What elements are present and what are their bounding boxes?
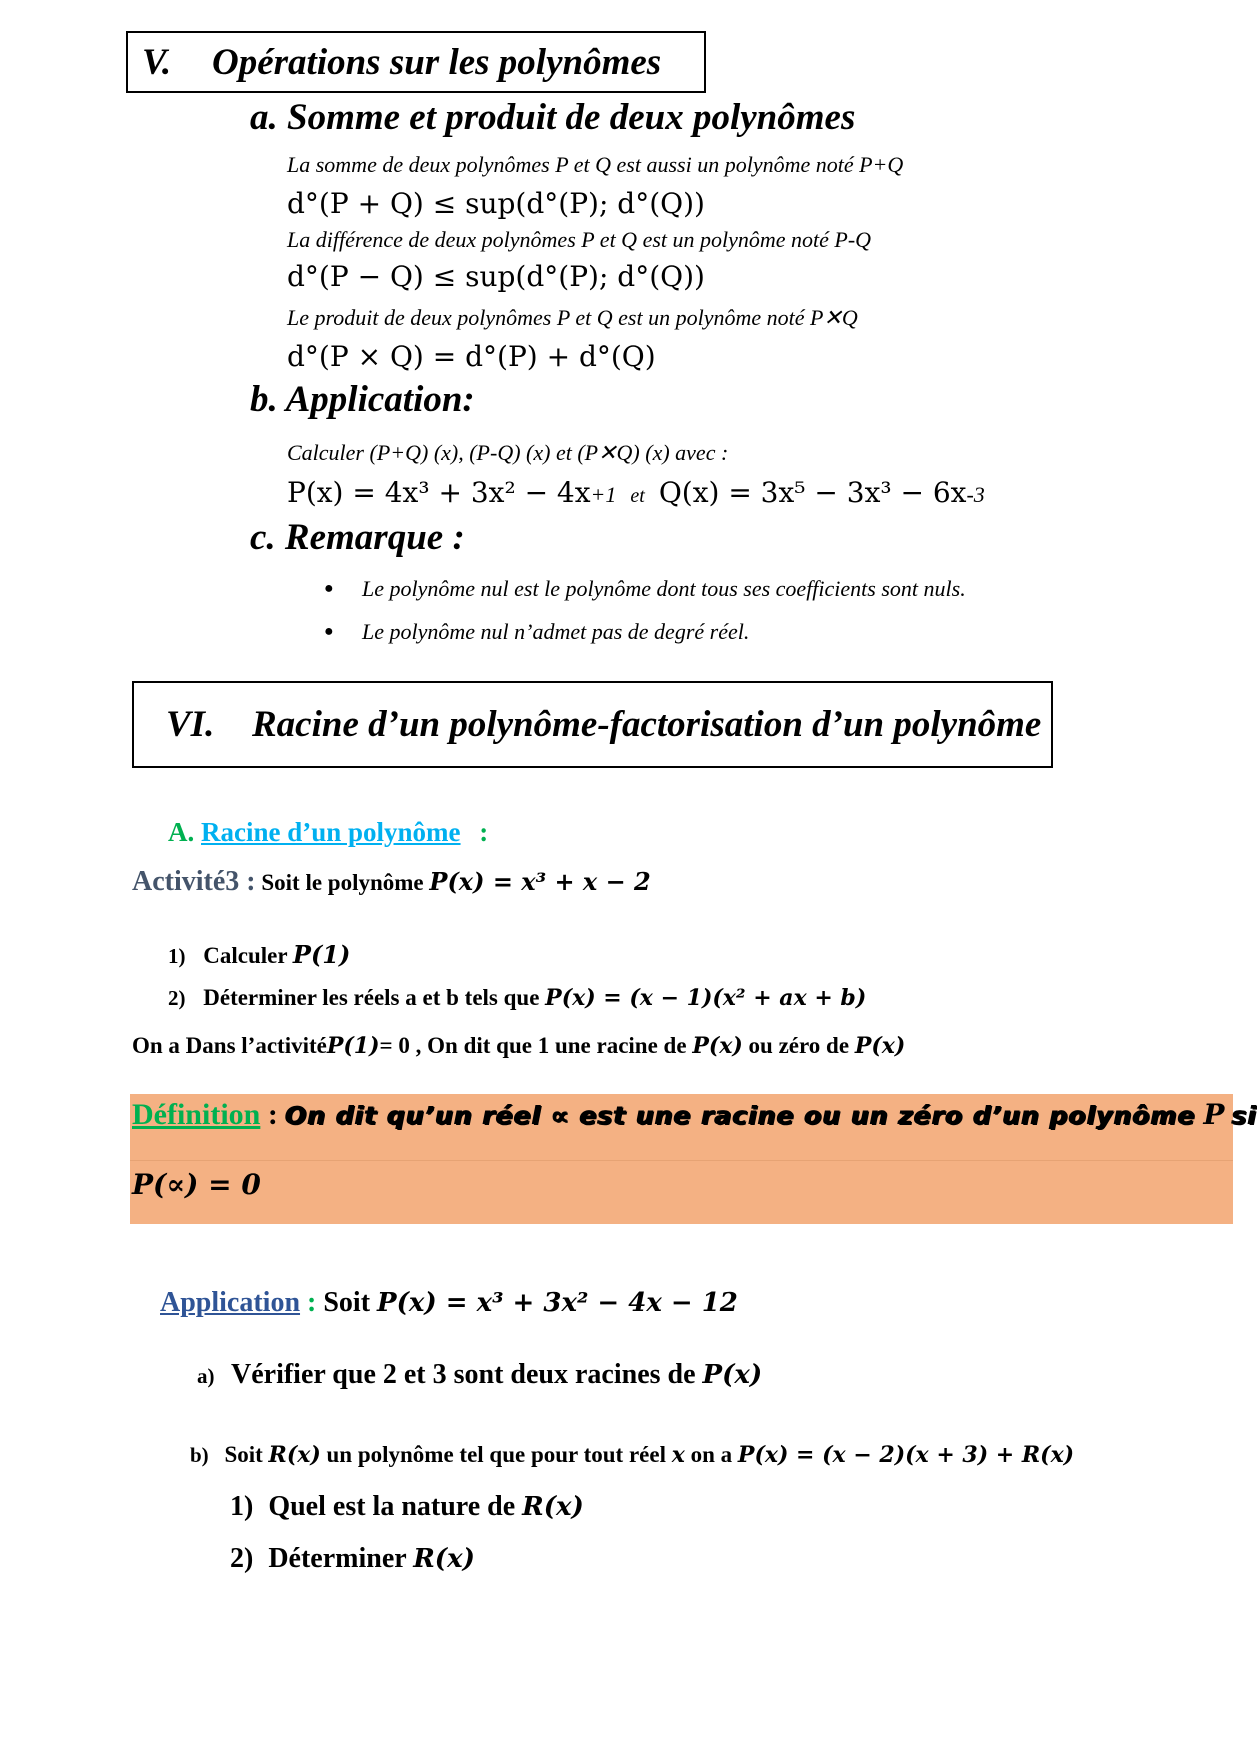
definition-block: [130, 1094, 1257, 1224]
section-v-header: [126, 31, 706, 93]
application-question-1: [230, 1491, 584, 1523]
definition-divider: [130, 1160, 1233, 1161]
subsection-A-heading: [168, 817, 488, 848]
application-item-b: [190, 1442, 1074, 1468]
definition-si: si: [1231, 1101, 1257, 1130]
polynomial-p: P(x) = 4x³ + 3x² − 4x: [287, 476, 591, 509]
application-text: Soit: [323, 1287, 371, 1318]
application-colon: :: [307, 1287, 317, 1318]
question-number: 1): [168, 944, 186, 968]
polynomial-p-tail: +1: [590, 482, 617, 507]
difference-formula: d°(P − Q) ≤ sup(d°(P); d°(Q)): [287, 260, 705, 293]
application-polynomials: [287, 476, 985, 509]
question-text: Déterminer: [268, 1543, 407, 1574]
section-v-number: V.: [142, 42, 172, 83]
application-item-a: [197, 1359, 762, 1391]
item-formula: P(x) = (x − 2)(x + 3) + R(x): [737, 1442, 1075, 1468]
section-vi-title: Racine d’un polynôme-factorisation d’un polynôme: [252, 704, 1042, 745]
question-text: Déterminer les réels a et b tels que: [203, 985, 540, 1010]
definition-label[interactable]: Définition: [132, 1098, 261, 1131]
item-text: Soit: [224, 1442, 263, 1467]
question-number: 2): [230, 1543, 254, 1574]
application-instruction: Calculer (P+Q) (x), (P-Q) (x) et (P✕Q) (x) avec :: [287, 440, 729, 465]
subsection-A-letter: A.: [168, 817, 195, 847]
application-label[interactable]: Application: [160, 1287, 301, 1318]
definition-line-1: [132, 1098, 1257, 1132]
conclusion-text: = 0 , On dit que 1 une racine de: [379, 1033, 687, 1058]
question-formula: P(1): [292, 940, 351, 969]
sum-formula: d°(P + Q) ≤ sup(d°(P); d°(Q)): [287, 187, 705, 220]
conclusion-formula: P(1): [326, 1033, 380, 1059]
subsection-b-title: b. Application:: [250, 379, 475, 420]
item-formula: P(x): [702, 1360, 763, 1390]
application-formula: P(x) = x³ + 3x² − 4x − 12: [377, 1288, 738, 1318]
difference-text: La différence de deux polynômes P et Q est un polynôme noté P-Q: [287, 227, 872, 252]
activite-line: [132, 866, 651, 898]
and-word: et: [630, 485, 645, 507]
activite-conclusion: [132, 1033, 905, 1059]
definition-p: P: [1203, 1098, 1225, 1131]
polynomial-q-tail: -3: [966, 482, 985, 507]
section-v-title: Opérations sur les polynômes: [212, 42, 662, 83]
activite-label: Activité3 :: [132, 866, 256, 897]
section-vi-header: [132, 681, 1053, 768]
activite-question-2: [168, 985, 866, 1011]
question-text: Calculer: [203, 943, 288, 968]
definition-text: On dit qu’un réel ∝ est une racine ou un zéro d’un polynôme: [285, 1101, 1196, 1130]
question-text: Quel est la nature de: [268, 1491, 516, 1522]
conclusion-text: On a Dans l’activité: [132, 1033, 327, 1058]
application-line: [160, 1287, 738, 1319]
item-label: b): [190, 1443, 209, 1467]
application-question-2: [230, 1543, 475, 1575]
product-text: Le produit de deux polynômes P et Q est un polynôme noté P✕Q: [287, 305, 858, 330]
subsection-A-colon: :: [479, 817, 489, 847]
conclusion-formula: P(x): [854, 1033, 906, 1059]
definition-colon: :: [267, 1098, 278, 1131]
polynomial-q: Q(x) = 3x⁵ − 3x³ − 6x: [658, 476, 967, 509]
remark-item: ● Le polynôme nul n’admet pas de degré réel.: [362, 619, 749, 645]
product-formula: d°(P × Q) = d°(P) + d°(Q): [287, 340, 656, 373]
subsection-c-title: c. Remarque :: [250, 517, 465, 558]
activite-question-1: [168, 940, 350, 969]
conclusion-text: ou zéro de: [748, 1033, 850, 1058]
question-formula: R(x): [413, 1544, 475, 1574]
activite-formula: P(x) = x³ + x − 2: [429, 867, 651, 896]
question-formula: R(x): [522, 1492, 584, 1522]
item-text: Vérifier que 2 et 3 sont deux racines de: [231, 1359, 696, 1390]
item-text: on a: [690, 1442, 733, 1467]
conclusion-formula: P(x): [692, 1033, 743, 1059]
subsection-A-link[interactable]: Racine d’un polynôme: [201, 817, 461, 847]
question-number: 1): [230, 1491, 254, 1522]
section-vi-number: VI.: [166, 704, 215, 745]
subsection-a-title: a. Somme et produit de deux polynômes: [250, 97, 856, 138]
item-formula: x: [671, 1442, 685, 1468]
question-number: 2): [168, 986, 186, 1010]
item-formula: R(x): [268, 1442, 321, 1468]
question-formula: P(x) = (x − 1)(x² + ax + b): [545, 985, 867, 1011]
item-label: a): [197, 1364, 215, 1388]
activite-text: Soit le polynôme: [261, 870, 424, 895]
item-text: un polynôme tel que pour tout réel: [326, 1442, 666, 1467]
sum-text: La somme de deux polynômes P et Q est aussi un polynôme noté P+Q: [287, 152, 904, 177]
definition-formula: P(∝) = 0: [132, 1168, 261, 1201]
remark-item: ● Le polynôme nul est le polynôme dont tous ses coefficients sont nuls.: [362, 576, 966, 602]
